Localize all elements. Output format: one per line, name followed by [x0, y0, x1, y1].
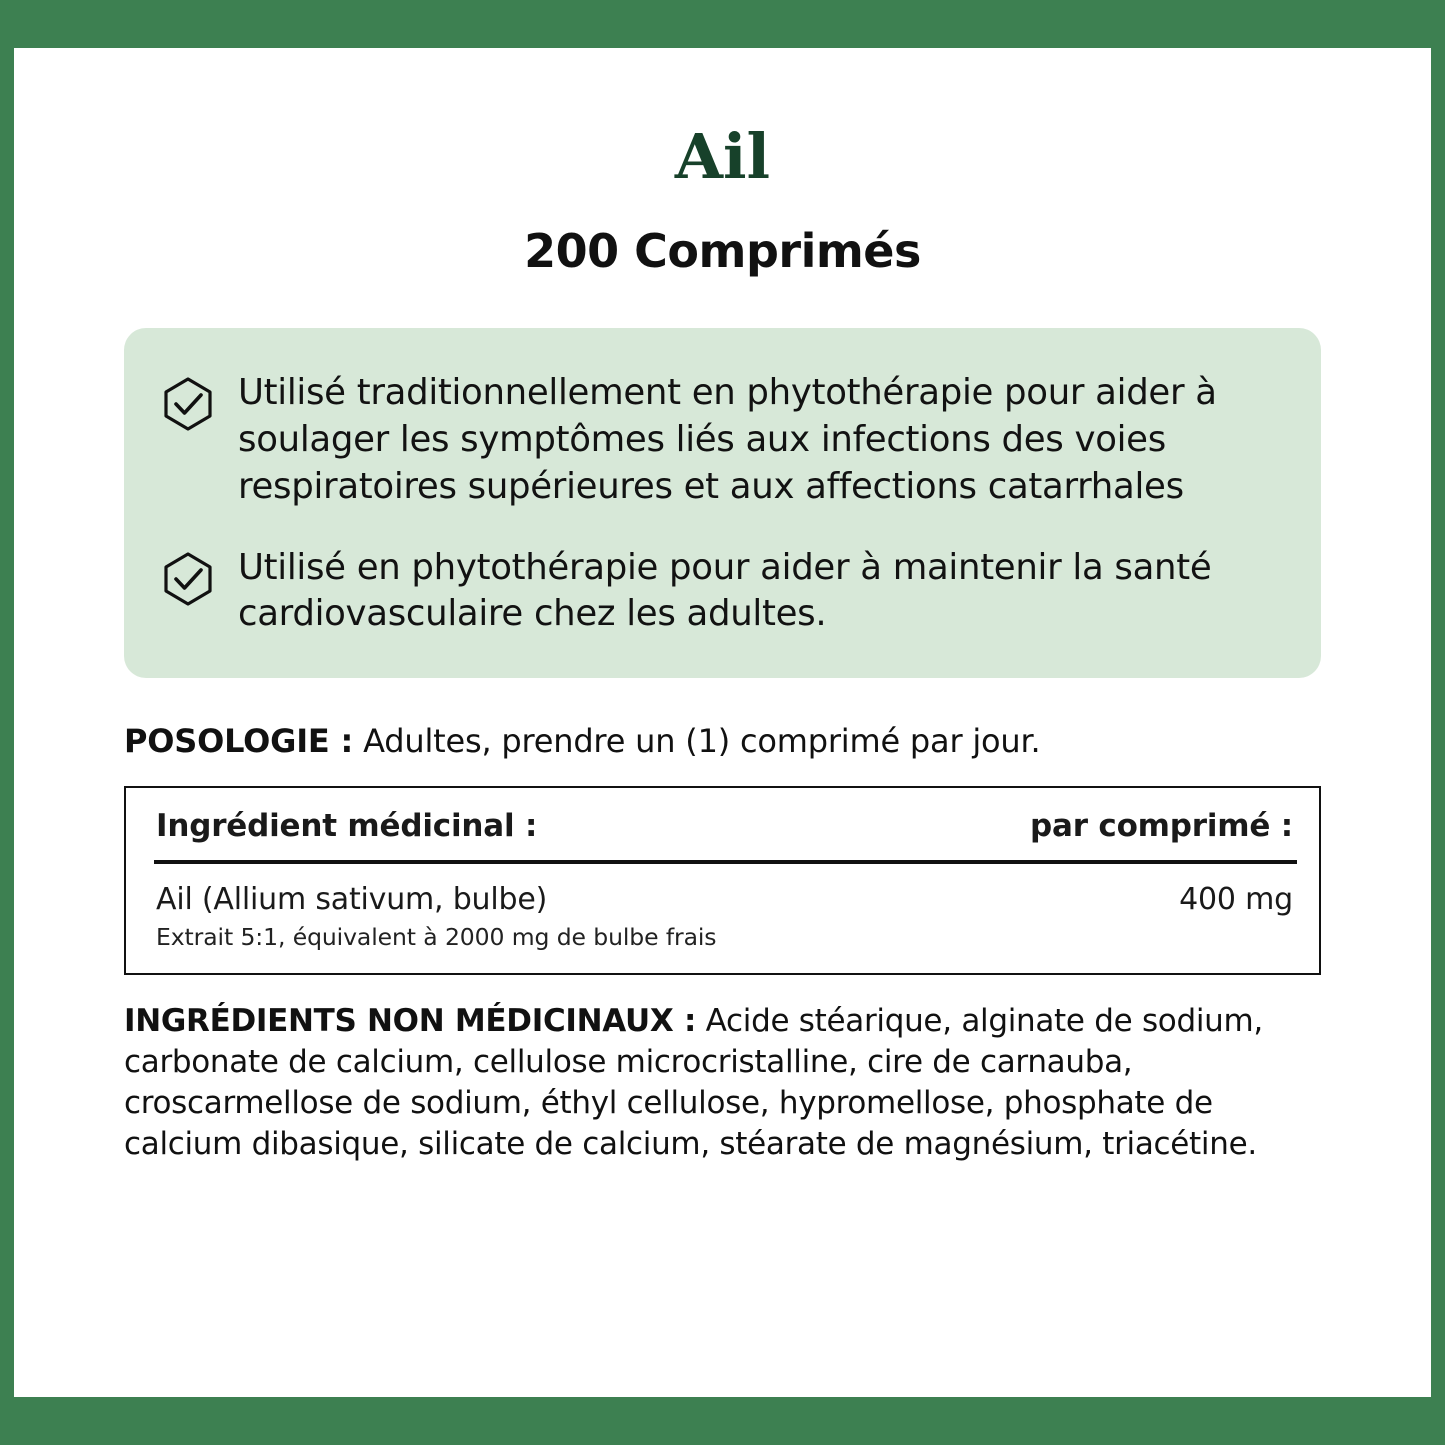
product-title: Ail — [674, 120, 771, 193]
label-content — [0, 48, 1445, 1397]
posology-text: Adultes, prendre un (1) comprimé par jour. — [363, 722, 1041, 761]
check-badge-icon — [160, 551, 216, 607]
table-header-right: par comprimé : — [1030, 808, 1293, 845]
posology-line — [124, 722, 1321, 760]
ingredient-name: Ail (Allium sativum, bulbe) — [156, 882, 548, 918]
ingredient-amount: 400 mg — [1179, 882, 1293, 918]
non-medicinal-ingredients — [124, 1001, 1321, 1165]
claim-item — [160, 545, 1275, 639]
table-header-left: Ingrédient médicinal : — [156, 808, 538, 845]
check-badge-icon — [160, 376, 216, 432]
posology-label: POSOLOGIE : — [124, 722, 354, 761]
claim-text: Utilisé traditionnellement en phytothérapie pour aider à soulager les symptômes liés aux infections des voies respiratoires supérieures et aux affections catarrhales — [238, 372, 1217, 507]
claims-panel — [124, 328, 1321, 678]
ingredient-note: Extrait 5:1, équivalent à 2000 mg de bulbe frais — [156, 923, 717, 952]
claim-text: Utilisé en phytothérapie pour aider à maintenir la santé cardiovasculaire chez les adultes. — [238, 546, 1212, 635]
top-green-band — [0, 0, 1445, 48]
table-header-row — [126, 788, 1319, 860]
table-row — [126, 864, 1319, 973]
non-medicinal-label: INGRÉDIENTS NON MÉDICINAUX : — [124, 1003, 697, 1040]
bottom-green-band — [0, 1397, 1445, 1445]
non-medicinal-text: Acide stéarique, alginate de sodium, carbonate de calcium, cellulose microcristalline, cire de carnauba, croscarmellose de sodium, éthyl cellulose, hypromellose, phosphate de calcium dibasique, silicate de calcium, stéarate de magnésium, triacétine. — [124, 1003, 1263, 1163]
medicinal-ingredient-table — [124, 786, 1321, 975]
product-count-subtitle: 200 Comprimés — [524, 224, 921, 278]
claim-item — [160, 370, 1275, 511]
table-row-main — [156, 882, 1293, 917]
